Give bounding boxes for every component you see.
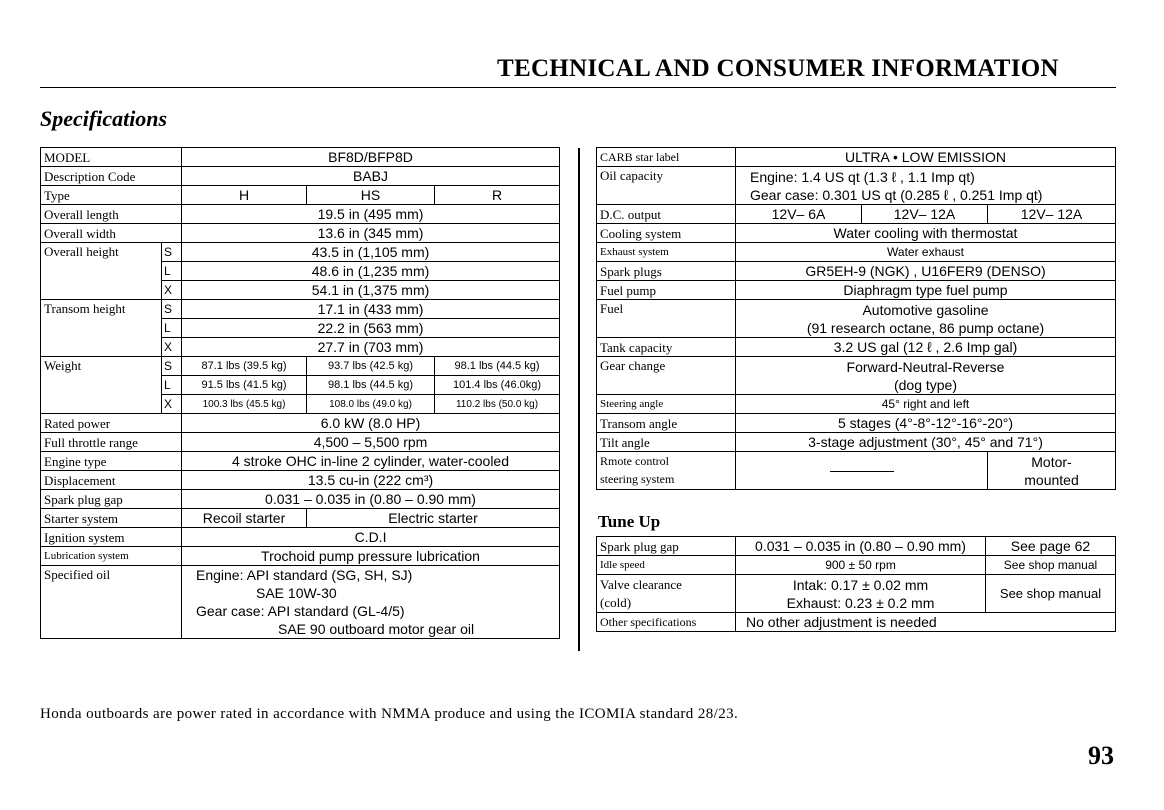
tune-spark-gap-label: Spark plug gap — [597, 537, 736, 556]
transom-angle-value: 5 stages (4°-8°-12°-16°-20°) — [736, 414, 1116, 433]
table-row — [597, 224, 1116, 243]
specifications-table — [40, 147, 560, 639]
model-label: MODEL — [41, 148, 182, 167]
overall-height-value: 54.1 in (1,375 mm) — [182, 281, 560, 300]
table-row — [597, 281, 1116, 300]
steering-angle-label: Steering angle — [597, 395, 736, 414]
column-divider — [578, 148, 580, 651]
overall-length-value: 19.5 in (495 mm) — [182, 205, 560, 224]
cooling-system-label: Cooling system — [597, 224, 736, 243]
table-row — [41, 300, 560, 319]
overall-width-label: Overall width — [41, 224, 182, 243]
table-row — [597, 556, 1116, 575]
oil-line: Gear case: API standard (GL-4/5) — [196, 603, 405, 619]
remote-control-label — [597, 452, 736, 490]
full-throttle-value: 4,500 – 5,500 rpm — [182, 433, 560, 452]
fuel-label: Fuel — [597, 300, 736, 338]
tank-capacity-label: Tank capacity — [597, 338, 736, 357]
oil-line: Engine: API standard (SG, SH, SJ) — [196, 567, 413, 583]
weight-h: 91.5 lbs (41.5 kg) — [182, 376, 307, 395]
table-row — [41, 471, 560, 490]
exhaust-system-label: Exhaust system — [597, 243, 736, 262]
transom-height-value: 22.2 in (563 mm) — [182, 319, 560, 338]
specified-oil-label: Specified oil — [41, 566, 182, 639]
remote-value-line: Motor- — [1031, 453, 1072, 470]
full-throttle-label: Full throttle range — [41, 433, 182, 452]
shaft-code: X — [162, 395, 182, 414]
gear-change-line: (dog type) — [893, 376, 958, 393]
tank-capacity-value: 3.2 US gal (12 ℓ , 2.6 Imp gal) — [736, 338, 1116, 357]
transom-angle-label: Transom angle — [597, 414, 736, 433]
displacement-value: 13.5 cu-in (222 cm³) — [182, 471, 560, 490]
overall-width-value: 13.6 in (345 mm) — [182, 224, 560, 243]
footnote: Honda outboards are power rated in accordance with NMMA produce and using the ICOMIA standard 28/23. — [40, 706, 739, 722]
weight-label: Weight — [41, 357, 162, 414]
table-row — [597, 452, 1116, 490]
tune-spark-gap-ref: See page 62 — [986, 537, 1116, 556]
table-row — [41, 224, 560, 243]
oil-capacity-value — [736, 167, 1116, 205]
table-row — [597, 167, 1116, 205]
oil-capacity-label: Oil capacity — [597, 167, 736, 205]
carb-label: CARB star label — [597, 148, 736, 167]
page-header-title: TECHNICAL AND CONSUMER INFORMATION — [497, 55, 1059, 82]
spark-plugs-value: GR5EH-9 (NGK) , U16FER9 (DENSO) — [736, 262, 1116, 281]
table-row — [41, 452, 560, 471]
shaft-code: S — [162, 357, 182, 376]
shaft-code: L — [162, 376, 182, 395]
type-r: R — [435, 186, 560, 205]
type-h: H — [182, 186, 307, 205]
valve-label-line: Valve clearance — [600, 576, 682, 592]
fuel-pump-value: Diaphragm type fuel pump — [736, 281, 1116, 300]
spark-plug-gap-value: 0.031 – 0.035 in (0.80 – 0.90 mm) — [182, 490, 560, 509]
remote-control-value — [988, 452, 1116, 490]
weight-r: 110.2 lbs (50.0 kg) — [435, 395, 560, 414]
specifications-table-continued — [596, 147, 1116, 490]
idle-speed-value: 900 ± 50 rpm — [736, 556, 986, 575]
shaft-code: S — [162, 300, 182, 319]
table-row — [597, 300, 1116, 338]
displacement-label: Displacement — [41, 471, 182, 490]
idle-speed-ref: See shop manual — [986, 556, 1116, 575]
rated-power-value: 6.0 kW (8.0 HP) — [182, 414, 560, 433]
valve-label-line: (cold) — [600, 594, 632, 610]
table-row — [597, 575, 1116, 613]
table-row — [41, 243, 560, 262]
weight-hs: 93.7 lbs (42.5 kg) — [307, 357, 435, 376]
tune-up-table — [596, 536, 1116, 632]
tune-spark-gap-value: 0.031 – 0.035 in (0.80 – 0.90 mm) — [736, 537, 986, 556]
section-title: Specifications — [40, 106, 168, 131]
table-row — [41, 186, 560, 205]
valve-clearance-value — [736, 575, 986, 613]
description-code-value: BABJ — [182, 167, 560, 186]
table-row — [597, 262, 1116, 281]
table-row — [41, 205, 560, 224]
remote-label-line: Rmote control — [600, 454, 669, 468]
oil-capacity-line: Gear case: 0.301 US qt (0.285 ℓ , 0.251 Imp qt) — [750, 186, 1043, 203]
table-row — [41, 167, 560, 186]
remote-label-line: steering system — [600, 472, 675, 486]
overall-height-label: Overall height — [41, 243, 162, 300]
gear-change-value — [736, 357, 1116, 395]
table-row — [41, 148, 560, 167]
specified-oil-value — [182, 566, 560, 639]
table-row — [597, 433, 1116, 452]
oil-line: SAE 90 outboard motor gear oil — [278, 621, 475, 637]
dash-line — [830, 471, 894, 472]
rated-power-label: Rated power — [41, 414, 182, 433]
description-code-label: Description Code — [41, 167, 182, 186]
remote-value-line: mounted — [1024, 471, 1079, 488]
table-row — [41, 490, 560, 509]
ignition-system-value: C.D.I — [182, 528, 560, 547]
spark-plug-gap-label: Spark plug gap — [41, 490, 182, 509]
valve-clearance-label — [597, 575, 736, 613]
valve-value-line: Intak: 0.17 ± 0.02 mm — [792, 576, 929, 593]
table-row — [41, 509, 560, 528]
spark-plugs-label: Spark plugs — [597, 262, 736, 281]
gear-change-label: Gear change — [597, 357, 736, 395]
shaft-code: L — [162, 319, 182, 338]
other-specs-label: Other specifications — [597, 613, 736, 632]
table-row — [597, 148, 1116, 167]
dc-output-value: 12V– 6A — [736, 205, 862, 224]
table-row — [597, 205, 1116, 224]
weight-hs: 108.0 lbs (49.0 kg) — [307, 395, 435, 414]
transom-height-value: 17.1 in (433 mm) — [182, 300, 560, 319]
fuel-line: (91 research octane, 86 pump octane) — [806, 319, 1045, 336]
remote-dash-cell — [736, 452, 988, 490]
lubrication-system-value: Trochoid pump pressure lubrication — [182, 547, 560, 566]
tilt-angle-label: Tilt angle — [597, 433, 736, 452]
engine-type-label: Engine type — [41, 452, 182, 471]
transom-height-value: 27.7 in (703 mm) — [182, 338, 560, 357]
oil-capacity-line: Engine: 1.4 US qt (1.3 ℓ , 1.1 Imp qt) — [750, 168, 975, 185]
page-number: 93 — [1088, 741, 1114, 770]
tilt-angle-value: 3-stage adjustment (30°, 45° and 71°) — [736, 433, 1116, 452]
engine-type-value: 4 stroke OHC in-line 2 cylinder, water-cooled — [182, 452, 560, 471]
exhaust-system-value: Water exhaust — [736, 243, 1116, 262]
table-row — [597, 243, 1116, 262]
dc-output-value: 12V– 12A — [862, 205, 988, 224]
type-hs: HS — [307, 186, 435, 205]
valve-clearance-ref: See shop manual — [986, 575, 1116, 613]
cooling-system-value: Water cooling with thermostat — [736, 224, 1116, 243]
table-row — [41, 547, 560, 566]
oil-line: SAE 10W-30 — [256, 585, 337, 601]
table-row — [597, 338, 1116, 357]
table-row — [41, 414, 560, 433]
shaft-code: S — [162, 243, 182, 262]
lubrication-system-label: Lubrication system — [41, 547, 182, 566]
weight-h: 87.1 lbs (39.5 kg) — [182, 357, 307, 376]
table-row — [41, 433, 560, 452]
table-row — [597, 613, 1116, 632]
shaft-code: X — [162, 281, 182, 300]
weight-h: 100.3 lbs (45.5 kg) — [182, 395, 307, 414]
weight-hs: 98.1 lbs (44.5 kg) — [307, 376, 435, 395]
overall-height-value: 43.5 in (1,105 mm) — [182, 243, 560, 262]
fuel-value — [736, 300, 1116, 338]
table-row — [41, 566, 560, 639]
table-row — [597, 395, 1116, 414]
dc-output-value: 12V– 12A — [988, 205, 1116, 224]
overall-height-value: 48.6 in (1,235 mm) — [182, 262, 560, 281]
carb-value: ULTRA • LOW EMISSION — [736, 148, 1116, 167]
weight-r: 101.4 lbs (46.0kg) — [435, 376, 560, 395]
starter-system-label: Starter system — [41, 509, 182, 528]
gear-change-line: Forward-Neutral-Reverse — [846, 358, 1005, 375]
shaft-code: L — [162, 262, 182, 281]
type-label: Type — [41, 186, 182, 205]
steering-angle-value: 45° right and left — [736, 395, 1116, 414]
table-row — [41, 528, 560, 547]
model-value: BF8D/BFP8D — [182, 148, 560, 167]
valve-value-line: Exhaust: 0.23 ± 0.2 mm — [786, 594, 935, 611]
fuel-pump-label: Fuel pump — [597, 281, 736, 300]
fuel-line: Automotive gasoline — [862, 301, 989, 318]
table-row — [597, 537, 1116, 556]
tune-up-title: Tune Up — [598, 512, 661, 531]
header-rule — [40, 87, 1116, 88]
starter-electric: Electric starter — [307, 509, 560, 528]
starter-recoil: Recoil starter — [182, 509, 307, 528]
transom-height-label: Transom height — [41, 300, 162, 357]
table-row — [41, 357, 560, 376]
weight-r: 98.1 lbs (44.5 kg) — [435, 357, 560, 376]
shaft-code: X — [162, 338, 182, 357]
ignition-system-label: Ignition system — [41, 528, 182, 547]
idle-speed-label: Idle speed — [597, 556, 736, 575]
table-row — [597, 414, 1116, 433]
dc-output-label: D.C. output — [597, 205, 736, 224]
table-row — [597, 357, 1116, 395]
other-specs-value: No other adjustment is needed — [736, 613, 1116, 632]
overall-length-label: Overall length — [41, 205, 182, 224]
